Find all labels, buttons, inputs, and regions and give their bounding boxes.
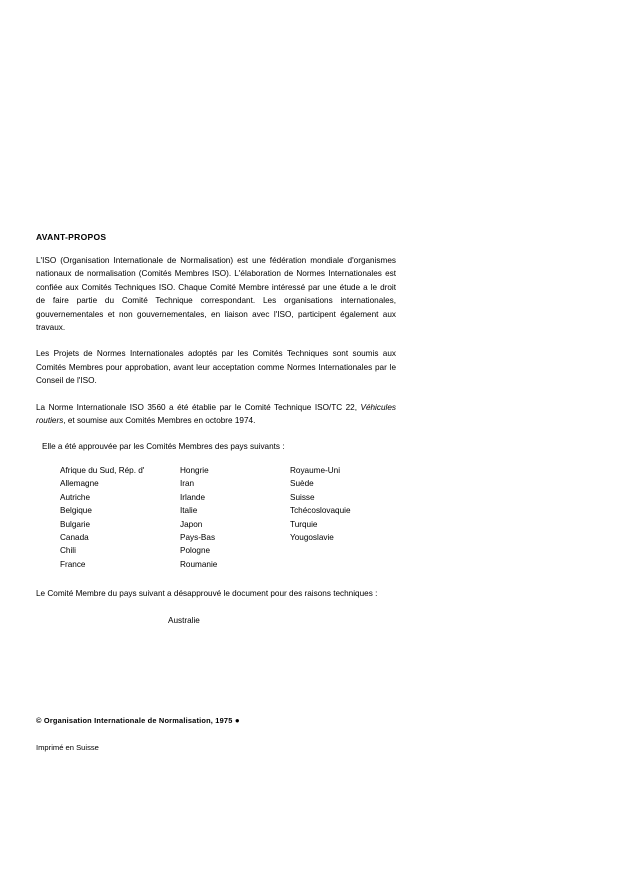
list-item: Pologne	[180, 546, 211, 556]
list-item: Allemagne	[60, 479, 99, 489]
list-item: Royaume-Uni	[290, 465, 341, 475]
list-item: Canada	[60, 532, 89, 542]
standard-origin-paragraph	[36, 401, 396, 428]
standard-origin-before: La Norme Internationale ISO 3560 a été établie par le Comité Technique ISO/TC 22,	[36, 402, 361, 412]
disapproval-paragraph: Le Comité Membre du pays suivant a désapprouvé le document pour des raisons techniques :	[36, 589, 378, 599]
list-item: Suisse	[290, 492, 315, 502]
document-body	[36, 232, 396, 627]
list-item: Turquie	[290, 519, 318, 529]
list-item: Suède	[290, 479, 314, 489]
foreword-paragraph-2: Les Projets de Normes Internationales adoptés par les Comités Techniques sont soumis aux Comités Membres pour approbation, avant leur acceptation comme Normes Internationales par le Conseil de l'ISO.	[36, 349, 396, 386]
country-column-1	[60, 464, 180, 571]
list-item: Pays-Bas	[180, 532, 216, 542]
list-item: Japon	[180, 519, 203, 529]
list-item: Tchécoslovaquie	[290, 506, 351, 516]
copyright-notice	[36, 716, 436, 725]
page-title: AVANT-PROPOS	[36, 232, 107, 242]
printed-in-notice: Imprimé en Suisse	[36, 743, 99, 752]
copyright-text: © Organisation Internationale de Normalisation, 1975	[36, 716, 233, 725]
list-item: Roumanie	[180, 559, 218, 569]
list-item: Iran	[180, 479, 195, 489]
list-item: Yougoslavie	[290, 532, 334, 542]
list-item: Bulgarie	[60, 519, 91, 529]
approval-intro: Elle a été approuvée par les Comités Membres des pays suivants :	[42, 442, 285, 452]
standard-origin-after: , et soumise aux Comités Membres en octobre 1974.	[63, 416, 256, 426]
standard-origin-italic: Véhicules routiers	[36, 402, 396, 426]
list-item: Afrique du Sud, Rép. d'	[60, 465, 145, 475]
country-column-2	[180, 464, 290, 571]
list-item: Irlande	[180, 492, 206, 502]
list-item: Belgique	[60, 506, 92, 516]
list-item: Chili	[60, 546, 76, 556]
list-item: France	[60, 559, 86, 569]
country-column-3	[290, 464, 390, 571]
list-item: Autriche	[60, 492, 91, 502]
foreword-paragraph-1: L'ISO (Organisation Internationale de Normalisation) est une fédération mondiale d'organismes nationaux de normalisation (Comités Membres ISO). L'élaboration de Normes Internationales est confiée aux Comités Techniques ISO. Chaque Comité Membre intéressé par une étude a le droit de faire partie du Comité Technique correspondant. Les organisations internationales, gouvernementales et non gouvernementales, en liaison avec l'ISO, participent également aux travaux.	[36, 256, 396, 333]
list-item: Hongrie	[180, 465, 209, 475]
bullet-icon: ●	[234, 716, 240, 725]
disapproving-country: Australie	[168, 615, 200, 625]
approving-countries-list	[60, 464, 390, 571]
list-item: Italie	[180, 506, 198, 516]
page-footer	[36, 716, 436, 752]
